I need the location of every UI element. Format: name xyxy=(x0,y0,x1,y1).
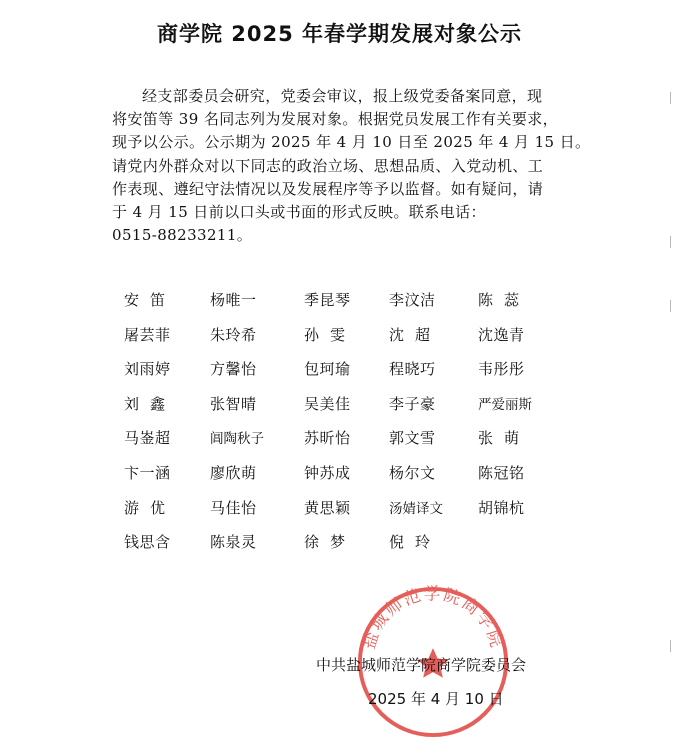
candidate-name: 方馨怡 xyxy=(210,360,257,379)
candidate-name-list xyxy=(124,289,564,566)
candidate-name: 郭文雪 xyxy=(389,429,436,448)
candidate-name: 钟苏成 xyxy=(304,463,351,482)
candidate-name: 张智晴 xyxy=(210,394,257,413)
name-row xyxy=(124,497,564,532)
body-line: 于 4 月 15 日前以口头或书面的形式反映。联系电话： xyxy=(112,203,486,222)
candidate-name: 杨尔文 xyxy=(389,463,436,482)
candidate-name: 陈泉灵 xyxy=(210,533,257,552)
name-row xyxy=(124,531,564,566)
candidate-name: 包珂瑜 xyxy=(304,360,351,379)
candidate-name: 马佳怡 xyxy=(210,498,257,517)
page-title: 商学院 2025 年春学期发展对象公示 xyxy=(156,22,523,46)
candidate-name: 陈冠铭 xyxy=(478,463,525,482)
candidate-name: 程晓巧 xyxy=(389,360,436,379)
scan-edge-mark xyxy=(670,236,679,248)
notice-body xyxy=(112,85,596,247)
body-line: 请党内外群众对以下同志的政治立场、思想品质、入党动机、工 xyxy=(112,156,544,175)
scan-edge-mark xyxy=(670,640,679,652)
candidate-name: 季昆琴 xyxy=(304,291,351,309)
candidate-name: 胡锦杭 xyxy=(478,498,525,517)
candidate-name: 沈逸青 xyxy=(478,325,525,344)
candidate-name: 安笛 xyxy=(124,291,177,309)
candidate-name: 钱思含 xyxy=(124,533,171,552)
candidate-name: 阊陶秋子 xyxy=(210,431,264,448)
body-line: 将安笛等 39 名同志列为发展对象。根据党员发展工作有关要求， xyxy=(112,110,559,129)
body-line: 经支部委员会研究，党委会审议，报上级党委备案同意，现 xyxy=(142,87,543,105)
scan-edge-mark xyxy=(670,300,679,312)
candidate-name: 游优 xyxy=(124,498,177,517)
issuer-signature: 中共盐城师范学院商学院委员会 xyxy=(316,656,527,674)
candidate-name: 陈蕊 xyxy=(478,291,531,309)
scan-edge-mark xyxy=(670,92,679,104)
candidate-name: 黄思颖 xyxy=(304,498,351,517)
candidate-name: 张萌 xyxy=(478,429,531,448)
candidate-name: 马崟超 xyxy=(124,429,171,448)
name-row xyxy=(124,393,564,428)
candidate-name: 刘雨婷 xyxy=(124,360,171,379)
name-row xyxy=(124,289,564,324)
candidate-name: 严爱丽斯 xyxy=(478,396,532,413)
issue-date: 2025 年 4 月 10 日 xyxy=(368,690,504,708)
candidate-name: 倪玲 xyxy=(389,533,442,552)
name-row xyxy=(124,427,564,462)
candidate-name: 刘鑫 xyxy=(124,394,177,413)
candidate-name: 汤婧译文 xyxy=(389,500,443,517)
seal-text: 盐城师范学院商学院 xyxy=(358,583,508,652)
candidate-name: 杨唯一 xyxy=(210,291,257,309)
candidate-name: 韦彤彤 xyxy=(478,360,525,379)
name-row xyxy=(124,324,564,359)
candidate-name: 李汶洁 xyxy=(389,291,436,309)
body-line: 作表现、遵纪守法情况以及发展程序等予以监督。如有疑问，请 xyxy=(112,179,544,198)
body-line: 0515-88233211。 xyxy=(112,226,253,245)
candidate-name: 屠芸菲 xyxy=(124,325,171,344)
candidate-name: 朱玲希 xyxy=(210,325,257,344)
candidate-name: 孙雯 xyxy=(304,325,357,344)
candidate-name: 吴美佳 xyxy=(304,394,351,413)
candidate-name: 卞一涵 xyxy=(124,463,171,482)
candidate-name: 徐梦 xyxy=(304,533,357,552)
candidate-name: 沈超 xyxy=(389,325,442,344)
name-row xyxy=(124,462,564,497)
name-row xyxy=(124,358,564,393)
candidate-name: 李子豪 xyxy=(389,394,436,413)
candidate-name: 苏昕怡 xyxy=(304,429,351,448)
body-line: 现予以公示。公示期为 2025 年 4 月 10 日至 2025 年 4 月 15 日。 xyxy=(112,133,591,152)
candidate-name: 廖欣萌 xyxy=(210,463,257,482)
